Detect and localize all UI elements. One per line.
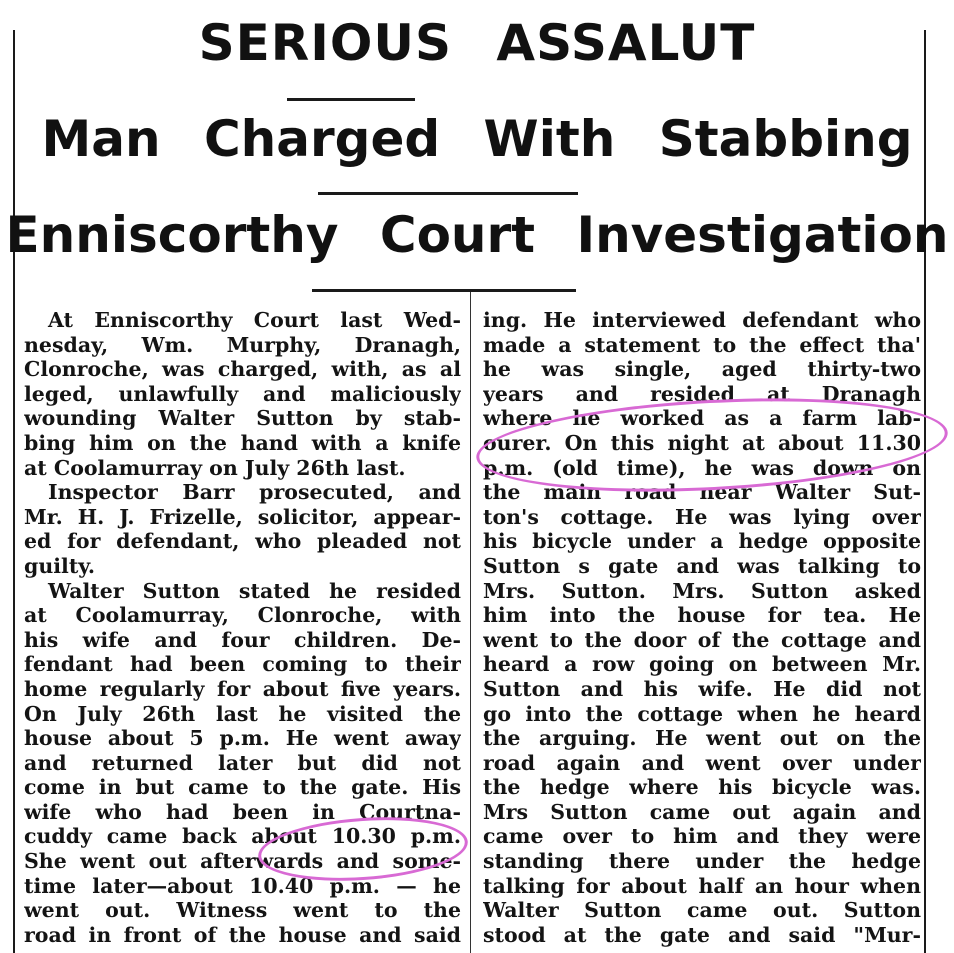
text-line: made a statement to the effect tha': [483, 332, 921, 357]
article-column-1: [24, 308, 461, 947]
text-line: at Coolamurray, Clonroche, with: [24, 603, 461, 628]
text-line: where he worked as a farm lab-: [483, 406, 921, 431]
right-column-rule: [924, 30, 926, 953]
text-line: Mrs. Sutton. Mrs. Sutton asked: [483, 578, 921, 603]
text-line: wife who had been in Courtna-: [24, 799, 461, 824]
text-line: On July 26th last he visited the: [24, 701, 461, 726]
text-line: home regularly for about five years.: [24, 676, 461, 701]
text-line: his bicycle under a hedge opposite: [483, 529, 921, 554]
text-line: Sutton s gate and was talking to: [483, 553, 921, 578]
subheadline: Man Charged With Stabbing: [41, 110, 913, 168]
text-line: ing. He interviewed defendant who: [483, 308, 921, 332]
text-line: standing there under the hedge: [483, 849, 921, 874]
headline-divider-3: [312, 289, 576, 292]
text-line: ton's cottage. He was lying over: [483, 504, 921, 529]
text-line: come in but came to the gate. His: [24, 775, 461, 800]
text-line: nesday, Wm. Murphy, Dranagh,: [24, 332, 461, 357]
text-line: p.m. (old time), he was down on: [483, 455, 921, 480]
text-line: Sutton and his wife. He did not: [483, 676, 921, 701]
text-line: ed for defendant, who pleaded not: [24, 529, 461, 554]
text-line: leged, unlawfully and maliciously: [24, 381, 461, 406]
headline-divider-1: [287, 98, 415, 101]
left-column-rule: [13, 30, 15, 953]
text-line: She went out afterwards and some-: [24, 849, 461, 874]
text-line: Walter Sutton stated he resided: [48, 578, 461, 603]
center-column-rule: [470, 292, 471, 953]
text-line: went to the door of the cottage and: [483, 627, 921, 652]
text-line: he was single, aged thirty-two: [483, 357, 921, 382]
text-line: ourer. On this night at about 11.30: [483, 430, 921, 455]
text-line: Inspector Barr prosecuted, and: [48, 480, 461, 505]
text-line: Clonroche, was charged, with, as al: [24, 357, 461, 382]
text-line: him into the house for tea. He: [483, 603, 921, 628]
text-line: his wife and four children. De-: [24, 627, 461, 652]
text-line: talking for about half an hour when: [483, 873, 921, 898]
text-line: road in front of the house and said: [24, 922, 461, 947]
subheadline-2: Enniscorthy Court Investigation: [5, 206, 949, 264]
text-line: the hedge where his bicycle was.: [483, 775, 921, 800]
text-line: go into the cottage when he heard: [483, 701, 921, 726]
text-line: went out. Witness went to the: [24, 898, 461, 923]
text-line: the main road near Walter Sut-: [483, 480, 921, 505]
text-line: At Enniscorthy Court last Wed-: [48, 308, 461, 332]
text-line: stood at the gate and said "Mur-: [483, 922, 921, 947]
text-line: wounding Walter Sutton by stab-: [24, 406, 461, 431]
headline-divider-2: [318, 192, 578, 195]
text-line: house about 5 p.m. He went away: [24, 726, 461, 751]
text-line: years and resided at Dranagh: [483, 381, 921, 406]
text-line: at Coolamurray on July 26th last.: [24, 455, 406, 480]
text-line: came over to him and they were: [483, 824, 921, 849]
text-line: the arguing. He went out on the: [483, 726, 921, 751]
text-line: cuddy came back about 10.30 p.m.: [24, 824, 461, 849]
text-line: road again and went over under: [483, 750, 921, 775]
text-line: Walter Sutton came out. Sutton: [483, 898, 921, 923]
article-column-2: [483, 308, 921, 947]
headline: SERIOUS ASSALUT: [198, 14, 756, 72]
text-line: heard a row going on between Mr.: [483, 652, 921, 677]
text-line: Mr. H. J. Frizelle, solicitor, appear-: [24, 504, 461, 529]
text-line: bing him on the hand with a knife: [24, 430, 461, 455]
text-line: time later—about 10.40 p.m. — he: [24, 873, 461, 898]
text-line: fendant had been coming to their: [24, 652, 461, 677]
text-line: and returned later but did not: [24, 750, 461, 775]
text-line: guilty.: [24, 553, 95, 578]
text-line: Mrs Sutton came out again and: [483, 799, 921, 824]
